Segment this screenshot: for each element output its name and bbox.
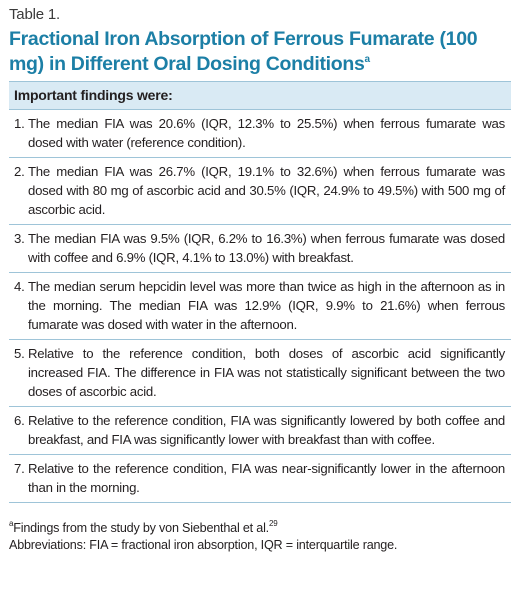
abbreviations-note: Abbreviations: FIA = fractional iron absorption, IQR = interquartile range. (9, 538, 398, 552)
finding-text: Relative to the reference condition, both doses of ascorbic acid significantly increased FIA. The difference in FIA was not statistically significant between the two doses of ascorbic acid. (28, 346, 505, 399)
table-label: Table 1. (9, 6, 60, 23)
finding-number: 6. (14, 413, 25, 428)
finding-number: 4. (14, 279, 25, 294)
findings-header: Important findings were: (9, 82, 511, 110)
finding-text: Relative to the reference condition, FIA was near-significantly lower in the afternoon than in the morning. (28, 461, 505, 495)
finding-number: 2. (14, 164, 25, 179)
table-title-text: Fractional Iron Absorption of Ferrous Fumarate (100 mg) in Different Oral Dosing Conditions (9, 28, 478, 75)
finding-number: 3. (14, 231, 25, 246)
finding-number: 1. (14, 116, 25, 131)
finding-text: The median serum hepcidin level was more than twice as high in the afternoon as in the morning. The median FIA was 12.9% (IQR, 9.9% to 21.6%) when ferrous fumarate was dosed with water in the afternoon. (28, 279, 505, 332)
finding-number: 5. (14, 346, 25, 361)
finding-row (9, 455, 511, 503)
finding-row (9, 340, 511, 407)
footnote-a-reference: 29 (268, 518, 278, 528)
finding-row (9, 110, 511, 158)
footnote-a-text: Findings from the study by von Siebenthal et al. (13, 521, 269, 535)
table-footnotes (9, 520, 511, 554)
finding-text: The median FIA was 9.5% (IQR, 6.2% to 16.3%) when ferrous fumarate was dosed with coffee and 6.9% (IQR, 4.1% to 13.0%) with breakfast. (28, 231, 505, 265)
title-footnote-marker: a (364, 53, 370, 65)
finding-row (9, 273, 511, 340)
finding-text: Relative to the reference condition, FIA was significantly lowered by both coffee and breakfast, and FIA was significantly lower with breakfast than with coffee. (28, 413, 505, 447)
finding-text: The median FIA was 26.7% (IQR, 19.1% to 32.6%) when ferrous fumarate was dosed with 80 mg of ascorbic acid and 30.5% (IQR, 24.9% to 49.5%) with 500 mg of ascorbic acid. (28, 164, 505, 217)
table-title (9, 27, 511, 77)
finding-row (9, 407, 511, 455)
findings-table (9, 81, 511, 503)
finding-row (9, 225, 511, 273)
finding-text: The median FIA was 20.6% (IQR, 12.3% to 25.5%) when ferrous fumarate was dosed with water (reference condition). (28, 116, 505, 150)
footnote-a-marker: a (9, 518, 14, 528)
footnote-a (9, 520, 511, 537)
finding-number: 7. (14, 461, 25, 476)
finding-row (9, 158, 511, 225)
